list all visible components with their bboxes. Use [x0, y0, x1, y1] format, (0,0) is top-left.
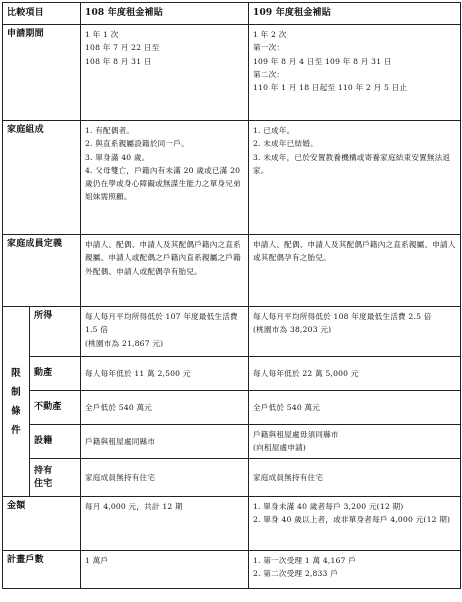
- cell-domicile-109: [249, 425, 461, 459]
- label-movable: 動產: [30, 357, 81, 391]
- label-application-period: 申請期間: [3, 25, 81, 121]
- cell-members-109: 申請人、配偶、申請人及其配偶戶籍內之直系親屬、申請人或其配偶孕有之胎兒。: [249, 235, 461, 307]
- label-limits: [3, 307, 30, 497]
- income-109-text: 每人每月平均所得低於 108 年度最低生活費 2.5 倍: [253, 312, 432, 321]
- period-109-line: 第一次：: [253, 43, 285, 53]
- row-household: [3, 121, 461, 235]
- header-108: 108 年度租金補貼: [81, 3, 249, 25]
- period-109-line: 1 年 2 次: [253, 30, 287, 39]
- period-108-line: 108 年 8 月 31 日: [85, 56, 152, 66]
- cell-amount-108: 每月 4,000 元，共計 12 期: [81, 497, 249, 551]
- cell-housing-109: 家庭成員無持有住宅: [249, 459, 461, 497]
- household-109-item: 1. 已成年。: [253, 126, 295, 135]
- period-109-line: 110 年 1 月 18 日起至 110 年 2 月 5 日止: [253, 83, 408, 93]
- label-households-planned: 計畫戶數: [3, 551, 81, 589]
- label-limits-text: 限制條件: [11, 367, 21, 436]
- cell-income-108: [81, 307, 249, 357]
- cell-domicile-108: 戶籍與租屋處同縣市: [81, 425, 249, 459]
- row-amount: [3, 497, 461, 551]
- row-immovable: [3, 391, 461, 425]
- cell-period-109: [249, 25, 461, 121]
- cell-movable-109: 每人每年低於 22 萬 5,000 元: [249, 357, 461, 391]
- row-housing: [3, 459, 461, 497]
- cell-immovable-108: 全戶低於 540 萬元: [81, 391, 249, 425]
- row-households-planned: [3, 551, 461, 589]
- cell-immovable-109: 全戶低於 540 萬元: [249, 391, 461, 425]
- header-compare-item: 比較項目: [3, 3, 81, 25]
- domicile-109-line: 戶籍與租屋處毋須同縣市: [253, 430, 339, 439]
- income-108-text: 每人每月平均所得低於 107 年度最低生活費 1.5 倍: [85, 312, 238, 335]
- cell-period-108: [81, 25, 249, 121]
- row-income: [3, 307, 461, 357]
- cell-income-109: [249, 307, 461, 357]
- household-108-item: 1. 有配偶者。: [85, 126, 135, 135]
- label-household: 家庭組成: [3, 121, 81, 235]
- cell-members-108: 申請人、配偶、申請人及其配偶戶籍內之直系親屬、申請人或配偶之戶籍內直系親屬之戶籍外配偶、申請人或配偶孕有胎兒。: [81, 235, 249, 307]
- cell-planned-108: 1 萬戶: [81, 551, 249, 589]
- header-109: 109 年度租金補貼: [249, 3, 461, 25]
- amount-109-line: 2. 單身 40 歲以上者，或非單身者每戶 4,000 元(12 期): [253, 515, 451, 525]
- label-housing-text: 持有住宅: [34, 465, 53, 489]
- period-109-line: 第二次：: [253, 69, 285, 79]
- label-housing: [30, 459, 81, 497]
- label-amount: 金額: [3, 497, 81, 551]
- cell-movable-108: 每人每年低於 11 萬 2,500 元: [81, 357, 249, 391]
- planned-109-line: 1. 第一次受理 1 萬 4,167 戶: [253, 556, 357, 565]
- label-domicile: 設籍: [30, 425, 81, 459]
- header-row: [3, 3, 461, 25]
- period-108-line: 1 年 1 次: [85, 30, 119, 39]
- cell-planned-109: [249, 551, 461, 589]
- row-movable: [3, 357, 461, 391]
- planned-109-line: 2. 第二次受理 2,833 戶: [253, 569, 338, 579]
- label-immovable: 不動產: [30, 391, 81, 425]
- amount-109-line: 1. 單身未滿 40 歲者每戶 3,200 元(12 期): [253, 502, 404, 511]
- household-108-item: 4. 父母雙亡，戶籍內有未滿 20 歲或已滿 20 歲仍在學或身心障礙或無謀生能力之單身兄弟姐妹需照顧。: [85, 165, 241, 202]
- cell-amount-109: [249, 497, 461, 551]
- comparison-table: [2, 2, 461, 589]
- period-108-line: 108 年 7 月 22 日至: [85, 43, 160, 53]
- label-income: 所得: [30, 307, 81, 357]
- row-application-period: [3, 25, 461, 121]
- period-109-line: 109 年 8 月 4 日至 109 年 8 月 31 日: [253, 56, 392, 66]
- cell-household-108: [81, 121, 249, 235]
- row-members: [3, 235, 461, 307]
- household-109-item: 2. 未成年已結婚。: [253, 139, 318, 149]
- row-domicile: [3, 425, 461, 459]
- label-members: 家庭成員定義: [3, 235, 81, 307]
- household-108-item: 2. 與直系親屬設籍於同一戶。: [85, 139, 189, 149]
- income-109-note: (桃園市為 38,203 元): [253, 325, 332, 335]
- income-108-note: (桃園市為 21,867 元): [85, 338, 164, 348]
- cell-household-109: [249, 121, 461, 235]
- cell-housing-108: 家庭成員無持有住宅: [81, 459, 249, 497]
- household-108-item: 3. 單身滿 40 歲。: [85, 152, 150, 162]
- household-109-item: 3. 未成年，已於安置教養機構或寄養家庭結束安置無法返家。: [253, 152, 451, 175]
- domicile-109-line: (向租屋處申請): [253, 443, 307, 453]
